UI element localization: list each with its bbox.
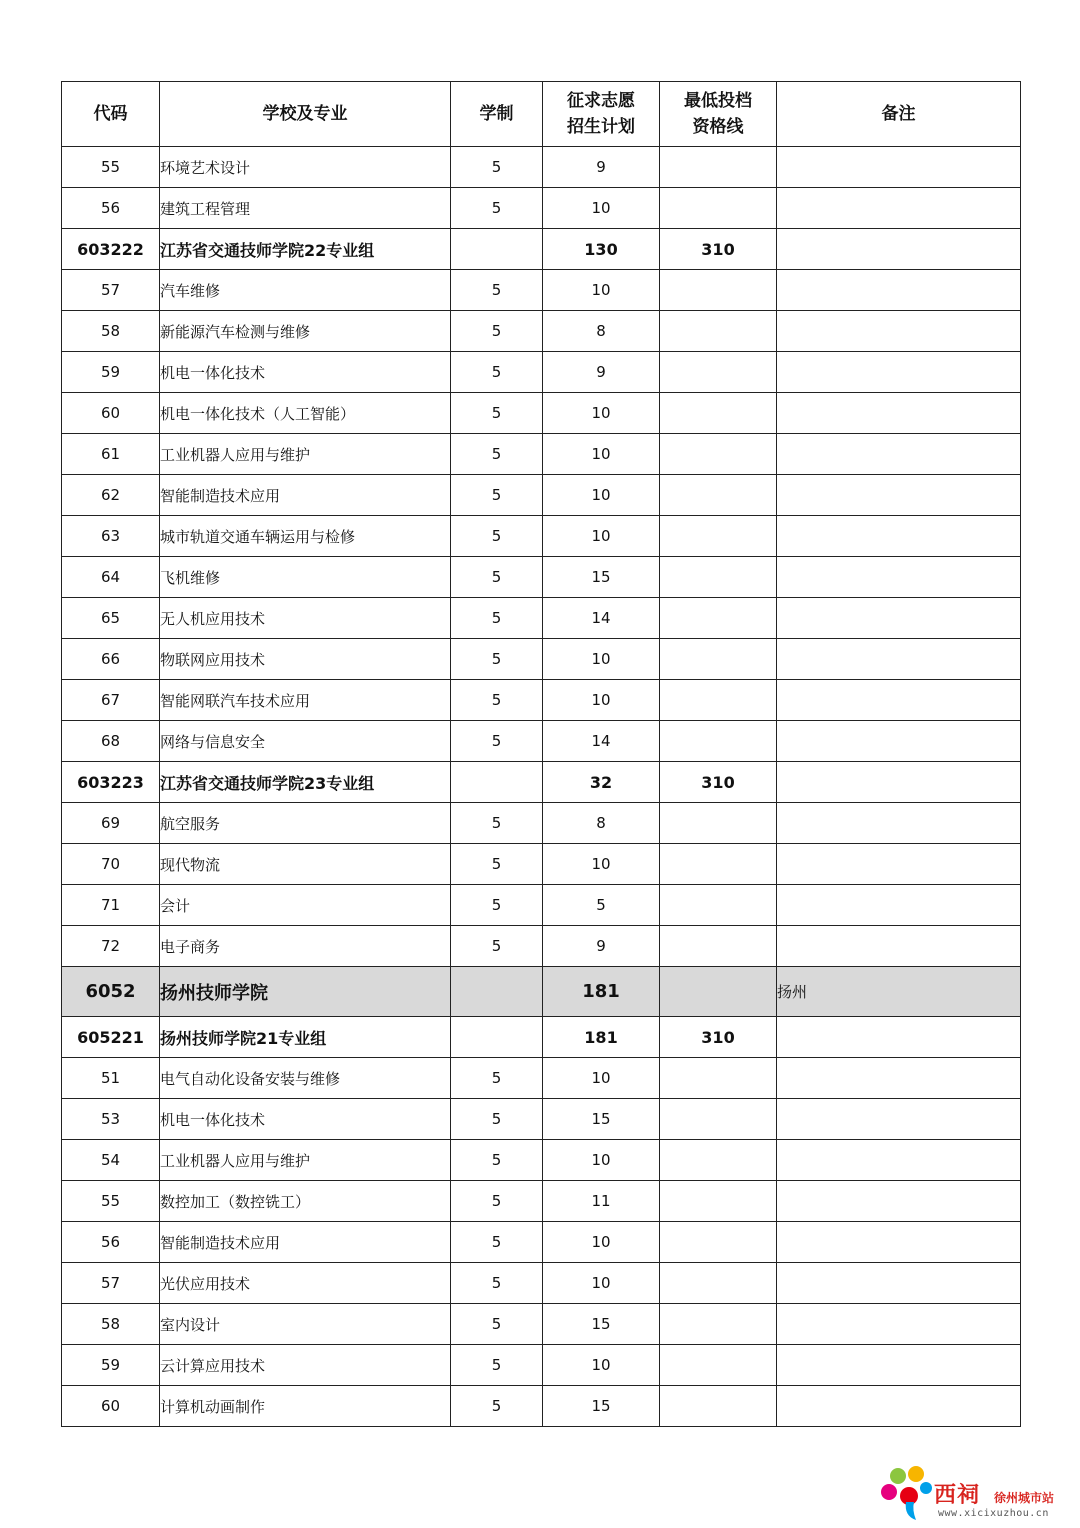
- years-cell: 5: [451, 516, 543, 557]
- name-cell: 建筑工程管理: [160, 188, 451, 229]
- score-cell: [660, 967, 777, 1017]
- xici-flower-logo-icon: [876, 1462, 938, 1524]
- score-cell: [660, 434, 777, 475]
- note-cell: [777, 1345, 1021, 1386]
- score-cell: [660, 1181, 777, 1222]
- plan-cell: 32: [543, 762, 660, 803]
- years-cell: 5: [451, 1222, 543, 1263]
- years-cell: 5: [451, 926, 543, 967]
- note-cell: [777, 1099, 1021, 1140]
- years-cell: 5: [451, 844, 543, 885]
- note-cell: [777, 475, 1021, 516]
- name-cell: 新能源汽车检测与维修: [160, 311, 451, 352]
- note-cell: [777, 270, 1021, 311]
- note-cell: [777, 1140, 1021, 1181]
- note-cell: [777, 352, 1021, 393]
- score-cell: [660, 475, 777, 516]
- table-row: [62, 475, 1021, 516]
- code-cell: 60: [62, 1386, 160, 1427]
- plan-cell: 181: [543, 1017, 660, 1058]
- years-cell: 5: [451, 1181, 543, 1222]
- watermark-title: 西祠: [934, 1482, 981, 1508]
- years-cell: 5: [451, 311, 543, 352]
- score-cell: [660, 557, 777, 598]
- group-row: [62, 1017, 1021, 1058]
- code-cell: 605221: [62, 1017, 160, 1058]
- name-cell: 江苏省交通技师学院23专业组: [160, 762, 451, 803]
- table-header-row: [62, 82, 1021, 147]
- score-cell: [660, 1140, 777, 1181]
- table-row: [62, 885, 1021, 926]
- years-cell: [451, 229, 543, 270]
- table-row: [62, 844, 1021, 885]
- plan-cell: 10: [543, 393, 660, 434]
- name-cell: 光伏应用技术: [160, 1263, 451, 1304]
- name-cell: 物联网应用技术: [160, 639, 451, 680]
- note-cell: [777, 803, 1021, 844]
- name-cell: 环境艺术设计: [160, 147, 451, 188]
- header-note: 备注: [777, 82, 1021, 147]
- watermark-url: www.xicixuzhou.cn: [938, 1508, 1049, 1519]
- note-cell: [777, 1017, 1021, 1058]
- note-cell: [777, 762, 1021, 803]
- plan-cell: 10: [543, 639, 660, 680]
- note-cell: 扬州: [777, 967, 1021, 1017]
- name-cell: 无人机应用技术: [160, 598, 451, 639]
- score-cell: [660, 352, 777, 393]
- note-cell: [777, 188, 1021, 229]
- code-cell: 68: [62, 721, 160, 762]
- years-cell: [451, 1017, 543, 1058]
- plan-cell: 9: [543, 352, 660, 393]
- name-cell: 电气自动化设备安装与维修: [160, 1058, 451, 1099]
- score-cell: [660, 270, 777, 311]
- code-cell: 70: [62, 844, 160, 885]
- plan-cell: 10: [543, 270, 660, 311]
- name-cell: 城市轨道交通车辆运用与检修: [160, 516, 451, 557]
- table-row: [62, 1263, 1021, 1304]
- table-row: [62, 598, 1021, 639]
- header-plan: [543, 82, 660, 147]
- table-row: [62, 1140, 1021, 1181]
- code-cell: 56: [62, 1222, 160, 1263]
- table-row: [62, 1099, 1021, 1140]
- plan-cell: 10: [543, 475, 660, 516]
- years-cell: [451, 967, 543, 1017]
- years-cell: 5: [451, 1304, 543, 1345]
- score-cell: [660, 1345, 777, 1386]
- plan-cell: 10: [543, 516, 660, 557]
- name-cell: 扬州技师学院21专业组: [160, 1017, 451, 1058]
- score-cell: 310: [660, 762, 777, 803]
- code-cell: 57: [62, 1263, 160, 1304]
- plan-cell: 10: [543, 434, 660, 475]
- code-cell: 71: [62, 885, 160, 926]
- note-cell: [777, 434, 1021, 475]
- plan-cell: 8: [543, 803, 660, 844]
- table-row: [62, 393, 1021, 434]
- score-cell: [660, 393, 777, 434]
- name-cell: 机电一体化技术（人工智能）: [160, 393, 451, 434]
- years-cell: 5: [451, 598, 543, 639]
- code-cell: 62: [62, 475, 160, 516]
- years-cell: 5: [451, 188, 543, 229]
- table-row: [62, 1386, 1021, 1427]
- score-cell: [660, 516, 777, 557]
- table-row: [62, 721, 1021, 762]
- table-row: [62, 188, 1021, 229]
- code-cell: 69: [62, 803, 160, 844]
- code-cell: 57: [62, 270, 160, 311]
- table-row: [62, 434, 1021, 475]
- years-cell: 5: [451, 270, 543, 311]
- header-years: 学制: [451, 82, 543, 147]
- note-cell: [777, 393, 1021, 434]
- name-cell: 工业机器人应用与维护: [160, 434, 451, 475]
- note-cell: [777, 1304, 1021, 1345]
- table-row: [62, 516, 1021, 557]
- table-row: [62, 680, 1021, 721]
- years-cell: 5: [451, 352, 543, 393]
- table-row: [62, 1304, 1021, 1345]
- score-cell: [660, 639, 777, 680]
- score-cell: [660, 147, 777, 188]
- score-cell: [660, 1222, 777, 1263]
- name-cell: 室内设计: [160, 1304, 451, 1345]
- admission-table: [61, 81, 1021, 1427]
- years-cell: 5: [451, 393, 543, 434]
- code-cell: 51: [62, 1058, 160, 1099]
- note-cell: [777, 1181, 1021, 1222]
- table-row: [62, 926, 1021, 967]
- name-cell: 江苏省交通技师学院22专业组: [160, 229, 451, 270]
- years-cell: 5: [451, 1345, 543, 1386]
- header-school-major: 学校及专业: [160, 82, 451, 147]
- score-cell: [660, 885, 777, 926]
- plan-cell: 14: [543, 721, 660, 762]
- table-row: [62, 557, 1021, 598]
- score-cell: [660, 1386, 777, 1427]
- code-cell: 58: [62, 1304, 160, 1345]
- plan-cell: 10: [543, 1058, 660, 1099]
- note-cell: [777, 680, 1021, 721]
- name-cell: 智能制造技术应用: [160, 475, 451, 516]
- name-cell: 数控加工（数控铣工）: [160, 1181, 451, 1222]
- header-min-score: [660, 82, 777, 147]
- years-cell: 5: [451, 434, 543, 475]
- years-cell: 5: [451, 1058, 543, 1099]
- score-cell: [660, 311, 777, 352]
- score-cell: [660, 926, 777, 967]
- name-cell: 工业机器人应用与维护: [160, 1140, 451, 1181]
- plan-cell: 10: [543, 188, 660, 229]
- score-cell: [660, 680, 777, 721]
- name-cell: 智能制造技术应用: [160, 1222, 451, 1263]
- score-cell: [660, 1304, 777, 1345]
- note-cell: [777, 639, 1021, 680]
- plan-cell: 9: [543, 926, 660, 967]
- school-row: [62, 967, 1021, 1017]
- years-cell: 5: [451, 147, 543, 188]
- years-cell: 5: [451, 885, 543, 926]
- name-cell: 会计: [160, 885, 451, 926]
- years-cell: [451, 762, 543, 803]
- note-cell: [777, 147, 1021, 188]
- note-cell: [777, 229, 1021, 270]
- code-cell: 72: [62, 926, 160, 967]
- table-row: [62, 1058, 1021, 1099]
- plan-cell: 5: [543, 885, 660, 926]
- note-cell: [777, 311, 1021, 352]
- name-cell: 计算机动画制作: [160, 1386, 451, 1427]
- note-cell: [777, 598, 1021, 639]
- note-cell: [777, 926, 1021, 967]
- watermark-subtitle: 徐州城市站: [994, 1491, 1055, 1505]
- code-cell: 66: [62, 639, 160, 680]
- code-cell: 63: [62, 516, 160, 557]
- note-cell: [777, 1058, 1021, 1099]
- name-cell: 智能网联汽车技术应用: [160, 680, 451, 721]
- score-cell: [660, 598, 777, 639]
- code-cell: 64: [62, 557, 160, 598]
- note-cell: [777, 844, 1021, 885]
- code-cell: 55: [62, 147, 160, 188]
- code-cell: 59: [62, 352, 160, 393]
- code-cell: 6052: [62, 967, 160, 1017]
- plan-cell: 10: [543, 1140, 660, 1181]
- years-cell: 5: [451, 1386, 543, 1427]
- score-cell: [660, 721, 777, 762]
- note-cell: [777, 1222, 1021, 1263]
- table-row: [62, 803, 1021, 844]
- years-cell: 5: [451, 557, 543, 598]
- score-cell: [660, 1099, 777, 1140]
- name-cell: 机电一体化技术: [160, 1099, 451, 1140]
- name-cell: 网络与信息安全: [160, 721, 451, 762]
- plan-cell: 10: [543, 1345, 660, 1386]
- table-row: [62, 1181, 1021, 1222]
- years-cell: 5: [451, 1263, 543, 1304]
- header-plan-line2: 招生计划: [567, 117, 635, 137]
- table-row: [62, 1222, 1021, 1263]
- code-cell: 56: [62, 188, 160, 229]
- name-cell: 扬州技师学院: [160, 967, 451, 1017]
- code-cell: 61: [62, 434, 160, 475]
- code-cell: 67: [62, 680, 160, 721]
- plan-cell: 15: [543, 1386, 660, 1427]
- plan-cell: 10: [543, 1222, 660, 1263]
- plan-cell: 181: [543, 967, 660, 1017]
- plan-cell: 8: [543, 311, 660, 352]
- plan-cell: 14: [543, 598, 660, 639]
- years-cell: 5: [451, 680, 543, 721]
- score-cell: [660, 1058, 777, 1099]
- years-cell: 5: [451, 1099, 543, 1140]
- note-cell: [777, 557, 1021, 598]
- note-cell: [777, 721, 1021, 762]
- years-cell: 5: [451, 803, 543, 844]
- group-row: [62, 229, 1021, 270]
- header-score-line1: 最低投档: [684, 91, 752, 111]
- score-cell: [660, 1263, 777, 1304]
- header-score-line2: 资格线: [692, 117, 744, 137]
- score-cell: 310: [660, 229, 777, 270]
- name-cell: 航空服务: [160, 803, 451, 844]
- name-cell: 机电一体化技术: [160, 352, 451, 393]
- plan-cell: 9: [543, 147, 660, 188]
- code-cell: 60: [62, 393, 160, 434]
- plan-cell: 10: [543, 1263, 660, 1304]
- header-plan-line1: 征求志愿: [567, 91, 635, 111]
- plan-cell: 15: [543, 557, 660, 598]
- plan-cell: 15: [543, 1304, 660, 1345]
- code-cell: 54: [62, 1140, 160, 1181]
- group-row: [62, 762, 1021, 803]
- name-cell: 飞机维修: [160, 557, 451, 598]
- years-cell: 5: [451, 721, 543, 762]
- note-cell: [777, 1263, 1021, 1304]
- score-cell: [660, 803, 777, 844]
- table-row: [62, 147, 1021, 188]
- table-row: [62, 311, 1021, 352]
- note-cell: [777, 516, 1021, 557]
- note-cell: [777, 885, 1021, 926]
- xici-watermark: [876, 1462, 1076, 1524]
- table-row: [62, 1345, 1021, 1386]
- plan-cell: 10: [543, 844, 660, 885]
- code-cell: 55: [62, 1181, 160, 1222]
- code-cell: 53: [62, 1099, 160, 1140]
- code-cell: 58: [62, 311, 160, 352]
- code-cell: 59: [62, 1345, 160, 1386]
- years-cell: 5: [451, 639, 543, 680]
- name-cell: 汽车维修: [160, 270, 451, 311]
- years-cell: 5: [451, 1140, 543, 1181]
- code-cell: 603223: [62, 762, 160, 803]
- name-cell: 电子商务: [160, 926, 451, 967]
- header-code: 代码: [62, 82, 160, 147]
- name-cell: 现代物流: [160, 844, 451, 885]
- table-row: [62, 270, 1021, 311]
- score-cell: [660, 188, 777, 229]
- score-cell: 310: [660, 1017, 777, 1058]
- years-cell: 5: [451, 475, 543, 516]
- score-cell: [660, 844, 777, 885]
- plan-cell: 10: [543, 680, 660, 721]
- code-cell: 65: [62, 598, 160, 639]
- code-cell: 603222: [62, 229, 160, 270]
- plan-cell: 11: [543, 1181, 660, 1222]
- plan-cell: 130: [543, 229, 660, 270]
- name-cell: 云计算应用技术: [160, 1345, 451, 1386]
- table-row: [62, 639, 1021, 680]
- plan-cell: 15: [543, 1099, 660, 1140]
- note-cell: [777, 1386, 1021, 1427]
- table-row: [62, 352, 1021, 393]
